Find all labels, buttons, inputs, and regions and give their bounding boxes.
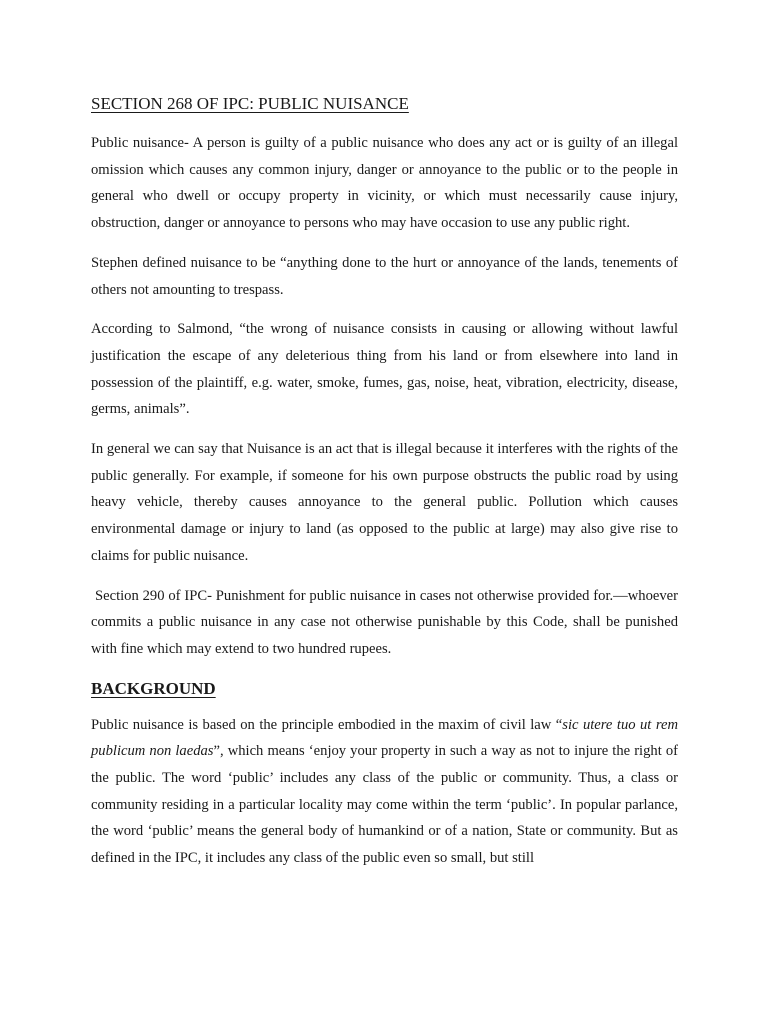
paragraph-background xyxy=(91,712,678,872)
paragraph-salmond: According to Salmond, “the wrong of nuisance consists in causing or allowing without lawful justification the escape of any deleterious thing from his land or from elsewhere into land in possession of the plaintiff, e.g. water, smoke, fumes, gas, noise, heat, vibration, electricity, disease, germs, animals”. xyxy=(91,321,678,418)
latin-maxim: sic utere tuo ut rem publicum non laedas xyxy=(91,716,679,760)
paragraph-stephen: Stephen defined nuisance to be “anything done to the hurt or annoyance of the lands, tenements of others not amounting to trespass. xyxy=(91,254,678,298)
page-title: SECTION 268 OF IPC: PUBLIC NUISANCE xyxy=(91,94,409,113)
background-intro-text: Public nuisance is based on the principle embodied in the maxim of civil law “ xyxy=(91,716,563,733)
paragraph-general: In general we can say that Nuisance is an act that is illegal because it interferes with the rights of the public generally. For example, if someone for his own purpose obstructs the public road by using heavy vehicle, thereby causes annoyance to the general public. Pollution which causes environmental damage or injury to land (as opposed to the public at large) may also give rise to claims for public nuisance. xyxy=(91,441,678,564)
background-heading: BACKGROUND xyxy=(91,678,216,698)
paragraph-definition: Public nuisance- A person is guilty of a public nuisance who does any act or is guilty of an illegal omission which causes any common injury, danger or annoyance to the public or to the people in general who dwell or occupy property in vicinity, or which must necessarily cause injury, obstruction, danger or annoyance to persons who may have occasion to use any public right. xyxy=(91,135,678,232)
paragraph-section-290: Section 290 of IPC- Punishment for public nuisance in cases not otherwise provided for.—whoever commits a public nuisance in any case not otherwise punishable by this Code, shall be punished with fine which may extend to two hundred rupees. xyxy=(91,587,678,657)
background-rest-text: ”, which means ‘enjoy your property in such a way as not to injure the right of the public. The word ‘public’ includes any class of the public or community. Thus, a class or community residing in a particular locality may come within the term ‘public’. In popular parlance, the word ‘public’ means the general body of humankind or of a nation, State or community. But as defined in the IPC, it includes any class of the public even so small, but still xyxy=(91,743,679,867)
